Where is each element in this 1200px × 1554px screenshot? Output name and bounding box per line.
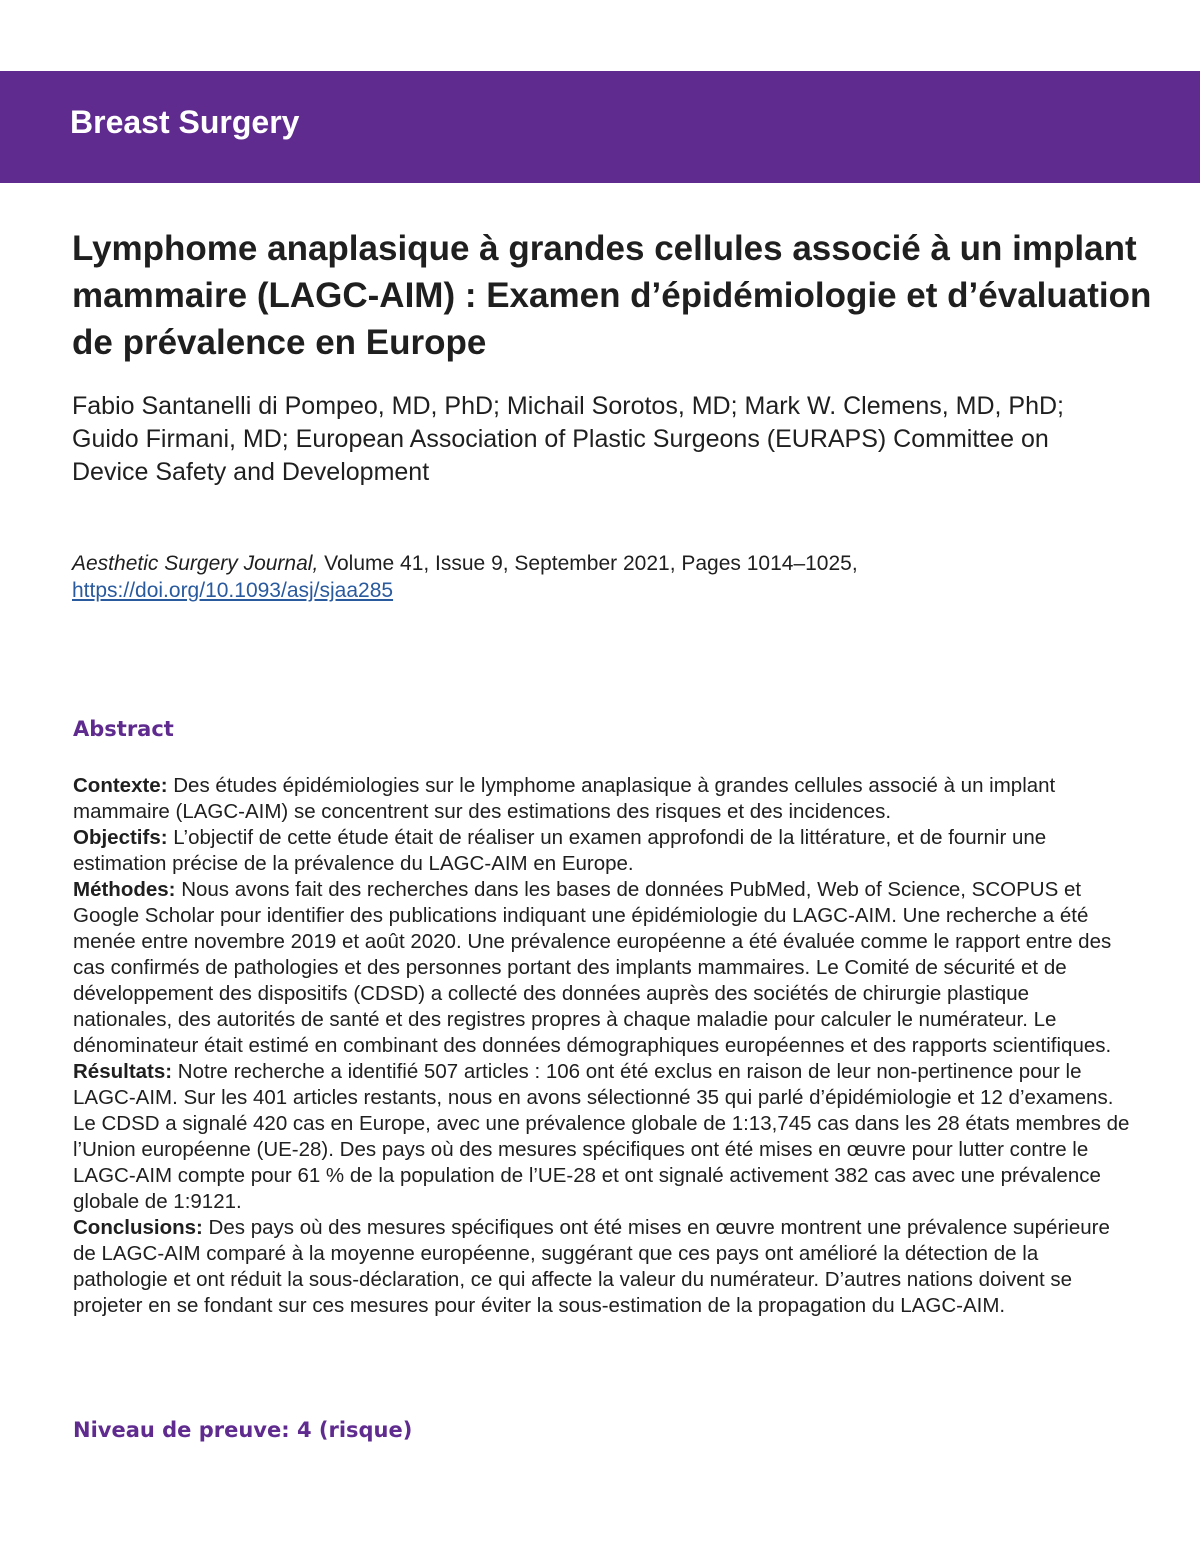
- section-label: Contexte:: [73, 774, 168, 797]
- section-text: L’objectif de cette étude était de réaliser un examen approfondi de la littérature, et de fournir une estimation précise de la prévalence du LAGC-AIM en Europe.: [73, 826, 1047, 875]
- section-banner: [0, 71, 1200, 183]
- abstract-section-objectives: [73, 825, 1133, 877]
- journal-name: Aesthetic Surgery Journal,: [72, 552, 319, 575]
- abstract-heading: Abstract: [73, 717, 174, 741]
- abstract-section-context: [73, 773, 1133, 825]
- section-label: Méthodes:: [73, 878, 176, 901]
- citation-details: Volume 41, Issue 9, September 2021, Pages 1014–1025,: [318, 552, 858, 575]
- section-text: Notre recherche a identifié 507 articles : 106 ont été exclus en raison de leur non-pertinence pour le LAGC-AIM. Sur les 401 articles restants, nous en avons sélectionné 35 qui parlé d’épidémiologie et 12 d’examens. Le CDSD a signalé 420 cas en Europe, avec une prévalence globale de 1:13,745 cas dans les 28 états membres de l’Union européenne (UE-28). Des pays où des mesures spécifiques ont été mises en œuvre pour lutter contre le LAGC-AIM compte pour 61 % de la population de l’UE-28 et ont signalé activement 382 cas avec une prévalence globale de 1:9121.: [73, 1060, 1130, 1213]
- section-title: Breast Surgery: [70, 104, 300, 140]
- section-text: Des études épidémiologies sur le lymphome anaplasique à grandes cellules associé à un implant mammaire (LAGC-AIM) se concentrent sur des estimations des risques et des incidences.: [73, 774, 1056, 823]
- section-text: Des pays où des mesures spécifiques ont été mises en œuvre montrent une prévalence supérieure de LAGC-AIM comparé à la moyenne européenne, suggérant que ces pays ont amélioré la détection de la pathologie et ont réduit la sous-déclaration, ce qui affecte la valeur du numérateur. D’autres nations doivent se projeter en se fondant sur ces mesures pour éviter la sous-estimation de la propagation du LAGC-AIM.: [73, 1216, 1110, 1317]
- section-text: Nous avons fait des recherches dans les bases de données PubMed, Web of Science, SCOPUS et Google Scholar pour identifier des publications indiquant une épidémiologie du LAGC-AIM. Une recherche a été menée entre novembre 2019 et août 2020. Une prévalence européenne a été évaluée comme le rapport entre des cas confirmés de pathologies et des personnes portant des implants mammaires. Le Comité de sécurité et de développement des dispositifs (CDSD) a collecté des données auprès des sociétés de chirurgie plastique nationales, des autorités de santé et des registres propres à chaque maladie pour calculer le numérateur. Le dénominateur était estimé en combinant des données démographiques européennes et des rapports scientifiques.: [73, 878, 1112, 1057]
- section-label: Conclusions:: [73, 1216, 203, 1239]
- citation: [72, 550, 1152, 604]
- author-list: Fabio Santanelli di Pompeo, MD, PhD; Michail Sorotos, MD; Mark W. Clemens, MD, PhD; Guido Firmani, MD; European Association of Plastic Surgeons (EURAPS) Committee on Device Safety and Development: [72, 392, 1064, 486]
- abstract-section-conclusions: [73, 1215, 1133, 1319]
- section-label: Objectifs:: [73, 826, 168, 849]
- abstract-body: [73, 773, 1133, 1319]
- doi-link[interactable]: https://doi.org/10.1093/asj/sjaa285: [72, 579, 394, 602]
- article-title: Lymphome anaplasique à grandes cellules associé à un implant mammaire (LAGC-AIM) : Examen d’épidémiologie et d’évaluation de prévalence en Europe: [72, 229, 1152, 362]
- abstract-section-results: [73, 1059, 1133, 1215]
- evidence-level: Niveau de preuve: 4 (risque): [73, 1418, 413, 1442]
- section-label: Résultats:: [73, 1060, 173, 1083]
- abstract-section-methods: [73, 877, 1133, 1059]
